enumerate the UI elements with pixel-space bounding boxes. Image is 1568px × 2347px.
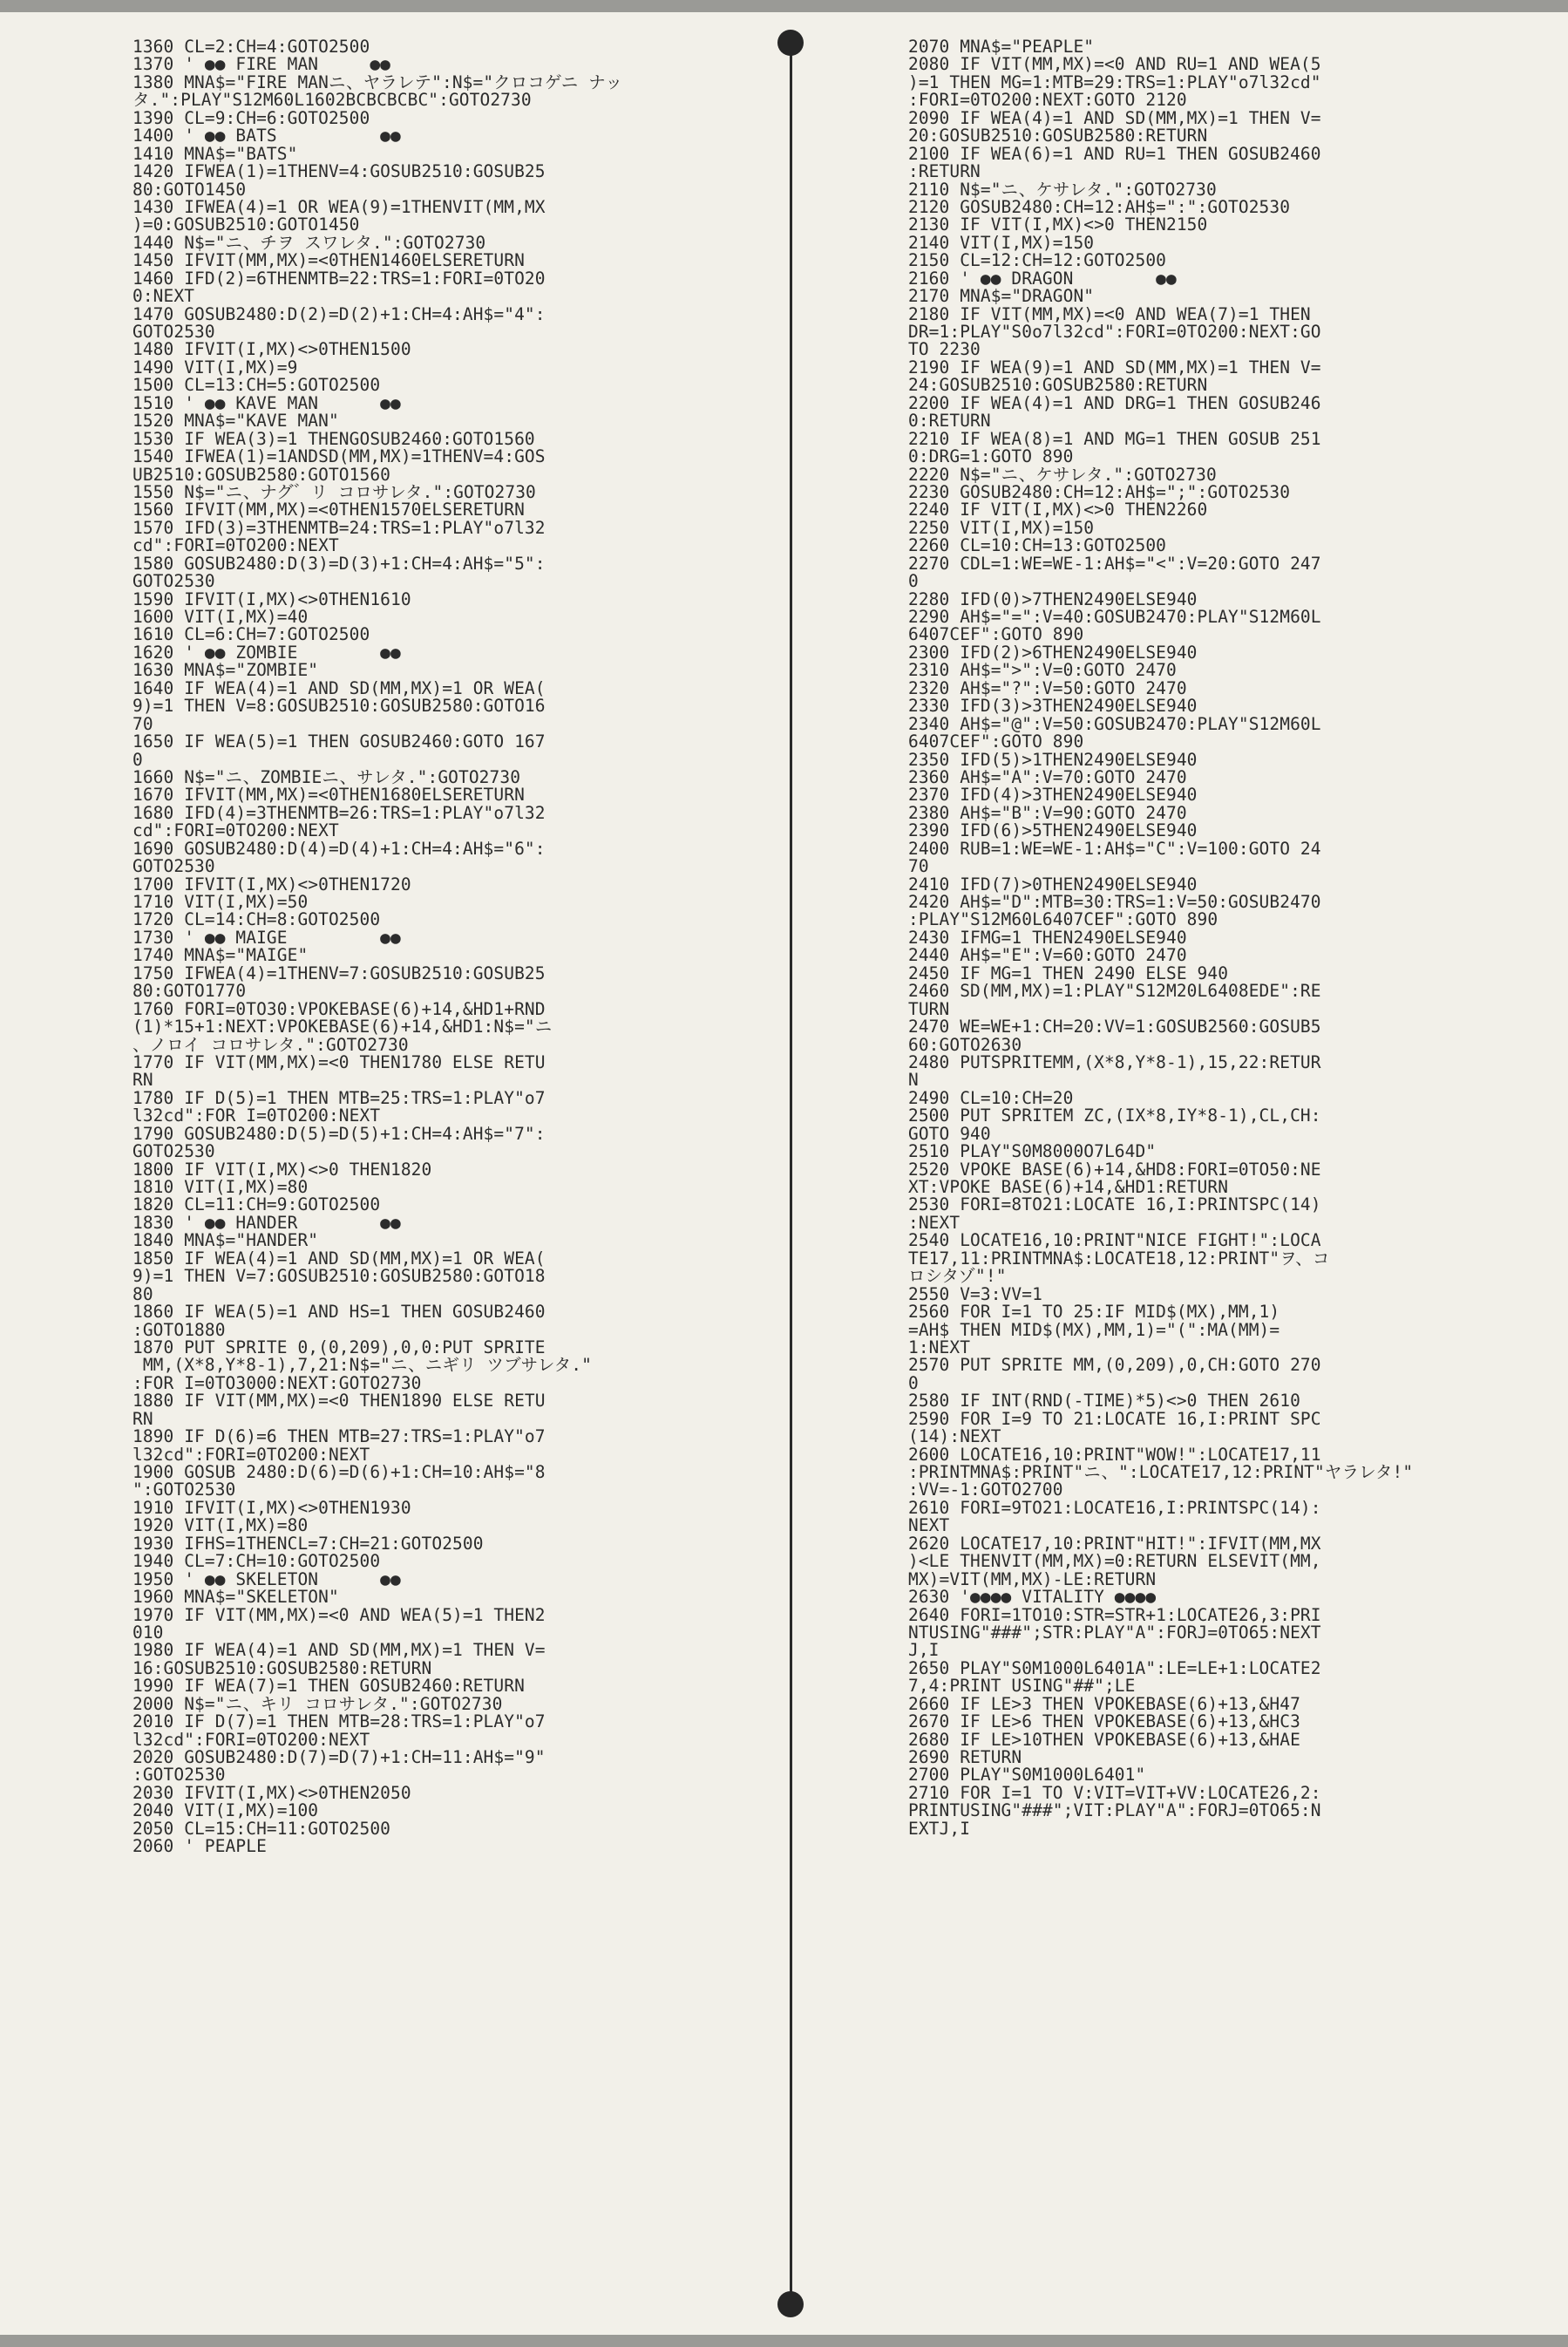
code-line: 2600 LOCATE16,10:PRINT"WOW!":LOCATE17,11: [908, 1444, 1321, 1465]
code-line: 2240 IF VIT(I,MX)<>0 THEN2260: [908, 500, 1208, 520]
code-line: 2500 PUT SPRITEM ZC,(IX*8,IY*8-1),CL,CH:: [908, 1105, 1321, 1126]
code-line: 2460 SD(MM,MX)=1:PLAY"S12M20L6408EDE":RE: [908, 981, 1321, 1002]
column-divider: [790, 35, 792, 2309]
code-line: 1380 MNA$="FIRE MANニ、ヤラレテ":N$="クロコゲニ ナッ: [132, 71, 623, 92]
code-line: 2480 PUTSPRITEMM,(X*8,Y*8-1),15,22:RETUR: [908, 1051, 1321, 1072]
code-line: 1660 N$="ニ、ZOMBIEニ、サレタ.":GOTO2730: [132, 766, 521, 787]
code-line: 2700 PLAY"S0M1000L6401": [908, 1765, 1146, 1786]
code-line: :PRINTMNA$:PRINT"ニ、":LOCATE17,12:PRINT"ヤラレタ!": [908, 1462, 1414, 1482]
code-line: 2490 CL=10:CH=20: [908, 1087, 1074, 1108]
code-line: 2420 AH$="D":MTB=30:TRS=1:V=50:GOSUB2470: [908, 892, 1321, 912]
code-line: 1470 GOSUB2480:D(2)=D(2)+1:CH=4:AH$="4":: [132, 303, 546, 324]
code-line: 2710 FOR I=1 TO V:VIT=VIT+VV:LOCATE26,2:: [908, 1782, 1321, 1803]
code-line: 2350 IFD(5)>1THEN2490ELSE940: [908, 749, 1198, 770]
code-line: 2660 IF LE>3 THEN VPOKEBASE(6)+13,&H47: [908, 1693, 1300, 1714]
code-line: )=1 THEN MG=1:MTB=29:TRS=1:PLAY"o7l32cd": [908, 71, 1321, 92]
code-line: 2280 IFD(0)>7THEN2490ELSE940: [908, 588, 1198, 609]
code-line: :VV=-1:GOTO2700: [908, 1480, 1063, 1500]
code-line: :GOTO2530: [132, 1765, 226, 1786]
code-line: ロシタゾ"!": [908, 1266, 1007, 1287]
code-line: 2030 IFVIT(I,MX)<>0THEN2050: [132, 1782, 411, 1803]
listing-left-column: [132, 38, 760, 1856]
code-line: 2630 '●●●● VITALITY ●●●●: [908, 1587, 1157, 1608]
code-line: 1450 IFVIT(MM,MX)=<0THEN1460ELSERETURN: [132, 250, 525, 271]
code-line: 1650 IF WEA(5)=1 THEN GOSUB2460:GOTO 167: [132, 731, 546, 752]
code-line: 1560 IFVIT(MM,MX)=<0THEN1570ELSERETURN: [132, 500, 525, 520]
code-line: :GOTO1880: [132, 1319, 226, 1340]
code-line: 1830 ' ●● HANDER ●●: [132, 1212, 401, 1233]
code-line: 1990 IF WEA(7)=1 THEN GOSUB2460:RETURN: [132, 1676, 525, 1697]
code-line: 2250 VIT(I,MX)=150: [908, 517, 1095, 538]
code-line: 、ノロイ コロサレタ.":GOTO2730: [132, 1034, 409, 1055]
code-line: :PLAY"S12M60L6407CEF":GOTO 890: [908, 909, 1218, 930]
code-line: :NEXT: [908, 1212, 960, 1233]
code-line: 20:GOSUB2510:GOSUB2580:RETURN: [908, 126, 1208, 146]
code-line: 1710 VIT(I,MX)=50: [132, 892, 309, 912]
code-line: 1640 IF WEA(4)=1 AND SD(MM,MX)=1 OR WEA(: [132, 677, 546, 698]
code-line: 60:GOTO2630: [908, 1034, 1022, 1055]
code-line: 2120 GOSUB2480:CH=12:AH$=":":GOTO2530: [908, 196, 1291, 217]
code-line: PRINTUSING"###";VIT:PLAY"A":FORJ=0TO65:N: [908, 1800, 1321, 1821]
code-line: 6407CEF":GOTO 890: [908, 731, 1084, 752]
code-line: 1370 ' ●● FIRE MAN ●●: [132, 54, 390, 75]
code-line: 1550 N$="ニ、ナグ゛リ コロサレタ.":GOTO2730: [132, 481, 536, 502]
code-line: 1570 IFD(3)=3THENMTB=24:TRS=1:PLAY"o7l32: [132, 517, 546, 538]
code-line: 0:RETURN: [908, 411, 991, 432]
code-line: l32cd":FOR I=0TO200:NEXT: [132, 1105, 381, 1126]
code-line: GOTO2530: [132, 1141, 215, 1162]
code-line: :FORI=0TO200:NEXT:GOTO 2120: [908, 90, 1187, 111]
code-line: 2550 V=3:VV=1: [908, 1283, 1042, 1304]
code-line: 2110 N$="ニ、ケサレタ.":GOTO2730: [908, 179, 1217, 200]
code-line: 1390 CL=9:CH=6:GOTO2500: [132, 107, 370, 128]
code-line: 2040 VIT(I,MX)=100: [132, 1800, 319, 1821]
code-line: 2290 AH$="=":V=40:GOSUB2470:PLAY"S12M60L: [908, 607, 1321, 627]
code-line: 2470 WE=WE+1:CH=20:VV=1:GOSUB2560:GOSUB5: [908, 1017, 1321, 1037]
code-line: 0:DRG=1:GOTO 890: [908, 446, 1074, 467]
code-line: 2210 IF WEA(8)=1 AND MG=1 THEN GOSUB 251: [908, 428, 1321, 449]
divider-top-dot: [777, 30, 804, 56]
code-line: 1720 CL=14:CH=8:GOTO2500: [132, 909, 381, 930]
code-line: :RETURN: [908, 161, 981, 182]
code-line: 1490 VIT(I,MX)=9: [132, 357, 298, 378]
code-line: 2510 PLAY"S0M8000O7L64D": [908, 1141, 1157, 1162]
code-line: 2640 FORI=1TO10:STR=STR+1:LOCATE26,3:PRI: [908, 1604, 1321, 1625]
code-line: )=0:GOSUB2510:GOTO1450: [132, 214, 360, 235]
code-line: 1870 PUT SPRITE 0,(0,209),0,0:PUT SPRITE: [132, 1337, 546, 1357]
code-line: 2050 CL=15:CH=11:GOTO2500: [132, 1818, 390, 1839]
code-line: 2380 AH$="B":V=90:GOTO 2470: [908, 802, 1187, 823]
code-line: MX)=VIT(MM,MX)-LE:RETURN: [908, 1568, 1157, 1589]
top-edge-band: [0, 0, 1568, 12]
code-line: 9)=1 THEN V=7:GOSUB2510:GOSUB2580:GOTO18: [132, 1266, 546, 1287]
code-line: 1700 IFVIT(I,MX)<>0THEN1720: [132, 874, 411, 895]
code-line: 1360 CL=2:CH=4:GOTO2500: [132, 37, 370, 57]
code-line: 2580 IF INT(RND(-TIME)*5)<>0 THEN 2610: [908, 1391, 1300, 1412]
code-line: 1630 MNA$="ZOMBIE": [132, 660, 319, 681]
code-line: 2220 N$="ニ、ケサレタ.":GOTO2730: [908, 464, 1217, 485]
code-line: 2130 IF VIT(I,MX)<>0 THEN2150: [908, 214, 1208, 235]
code-line: 1440 N$="ニ、チヲ スワレタ.":GOTO2730: [132, 232, 486, 253]
code-line: 1460 IFD(2)=6THENMTB=22:TRS=1:FORI=0TO20: [132, 268, 546, 289]
code-line: 1970 IF VIT(MM,MX)=<0 AND WEA(5)=1 THEN2: [132, 1604, 546, 1625]
code-line: 2410 IFD(7)>0THEN2490ELSE940: [908, 874, 1198, 895]
code-line: 1790 GOSUB2480:D(5)=D(5)+1:CH=4:AH$="7":: [132, 1123, 546, 1144]
code-line: 1430 IFWEA(4)=1 OR WEA(9)=1THENVIT(MM,MX: [132, 196, 546, 217]
code-line: 2590 FOR I=9 TO 21:LOCATE 16,I:PRINT SPC: [908, 1408, 1321, 1429]
code-line: DR=1:PLAY"S0o7l32cd":FORI=0TO200:NEXT:GO: [908, 322, 1321, 342]
code-line: 1880 IF VIT(MM,MX)=<0 THEN1890 ELSE RETU: [132, 1391, 546, 1412]
code-line: 2230 GOSUB2480:CH=12:AH$=";":GOTO2530: [908, 481, 1291, 502]
code-line: 2090 IF WEA(4)=1 AND SD(MM,MX)=1 THEN V=: [908, 107, 1321, 128]
code-line: 24:GOSUB2510:GOSUB2580:RETURN: [908, 375, 1208, 396]
code-line: 2650 PLAY"S0M1000L6401A":LE=LE+1:LOCATE2: [908, 1657, 1321, 1678]
code-line: (14):NEXT: [908, 1426, 1001, 1447]
code-line: 1840 MNA$="HANDER": [132, 1230, 319, 1251]
code-line: 16:GOSUB2510:GOSUB2580:RETURN: [132, 1657, 432, 1678]
code-line: cd":FORI=0TO200:NEXT: [132, 820, 339, 841]
code-line: EXTJ,I: [908, 1818, 971, 1839]
code-line: 2020 GOSUB2480:D(7)=D(7)+1:CH=11:AH$="9": [132, 1747, 546, 1767]
code-line: 1930 IFHS=1THENCL=7:CH=21:GOTO2500: [132, 1533, 484, 1554]
code-line: 2260 CL=10:CH=13:GOTO2500: [908, 535, 1166, 556]
code-line: 2440 AH$="E":V=60:GOTO 2470: [908, 945, 1187, 966]
listing-right-column: [908, 38, 1536, 1838]
code-line: 1960 MNA$="SKELETON": [132, 1587, 339, 1608]
code-line: XT:VPOKE BASE(6)+14,&HD1:RETURN: [908, 1177, 1229, 1197]
code-line: MM,(X*8,Y*8-1),7,21:N$="ニ、ニギリ ツブサレタ.": [132, 1355, 592, 1376]
code-line: J,I: [908, 1640, 940, 1661]
code-line: 1590 IFVIT(I,MX)<>0THEN1610: [132, 588, 411, 609]
code-line: 1690 GOSUB2480:D(4)=D(4)+1:CH=4:AH$="6":: [132, 838, 546, 859]
code-line: 0:NEXT: [132, 286, 195, 307]
code-line: 1770 IF VIT(MM,MX)=<0 THEN1780 ELSE RETU: [132, 1051, 546, 1072]
code-line: 2530 FORI=8TO21:LOCATE 16,I:PRINTSPC(14): [908, 1194, 1321, 1215]
code-line: GOTO 940: [908, 1123, 991, 1144]
code-line: 2320 AH$="?":V=50:GOTO 2470: [908, 677, 1187, 698]
code-line: 1940 CL=7:CH=10:GOTO2500: [132, 1551, 381, 1572]
code-line: l32cd":FORI=0TO200:NEXT: [132, 1729, 370, 1750]
code-line: 1860 IF WEA(5)=1 AND HS=1 THEN GOSUB2460: [132, 1302, 546, 1323]
code-line: l32cd":FORI=0TO200:NEXT: [132, 1444, 370, 1465]
code-line: 2620 LOCATE17,10:PRINT"HIT!":IFVIT(MM,MX: [908, 1533, 1321, 1554]
code-line: 1750 IFWEA(4)=1THENV=7:GOSUB2510:GOSUB25: [132, 963, 546, 983]
code-line: 2310 AH$=">":V=0:GOTO 2470: [908, 660, 1177, 681]
code-line: RN: [132, 1070, 153, 1091]
code-line: 2200 IF WEA(4)=1 AND DRG=1 THEN GOSUB246: [908, 392, 1321, 413]
code-line: 80: [132, 1283, 153, 1304]
code-line: 1510 ' ●● KAVE MAN ●●: [132, 392, 401, 413]
code-line: タ.":PLAY"S12M60L1602BCBCBCBC":GOTO2730: [132, 90, 532, 111]
code-line: NEXT: [908, 1515, 950, 1536]
code-line: 1910 IFVIT(I,MX)<>0THEN1930: [132, 1497, 411, 1518]
code-line: 1420 IFWEA(1)=1THENV=4:GOSUB2510:GOSUB25: [132, 161, 546, 182]
code-line: 1780 IF D(5)=1 THEN MTB=25:TRS=1:PLAY"o7: [132, 1087, 546, 1108]
code-line: 1820 CL=11:CH=9:GOTO2500: [132, 1194, 381, 1215]
code-line: 2370 IFD(4)>3THEN2490ELSE940: [908, 785, 1198, 806]
code-line: 2170 MNA$="DRAGON": [908, 286, 1095, 307]
code-line: 6407CEF":GOTO 890: [908, 624, 1084, 645]
code-line: 2340 AH$="@":V=50:GOSUB2470:PLAY"S12M60L: [908, 713, 1321, 734]
code-line: ":GOTO2530: [132, 1480, 236, 1500]
code-line: 1730 ' ●● MAIGE ●●: [132, 927, 401, 948]
code-line: (1)*15+1:NEXT:VPOKEBASE(6)+14,&HD1:N$="ニ: [132, 1017, 553, 1037]
code-line: 2140 VIT(I,MX)=150: [908, 232, 1095, 253]
code-line: 70: [908, 856, 929, 877]
code-line: 2680 IF LE>10THEN VPOKEBASE(6)+13,&HAE: [908, 1729, 1300, 1750]
code-line: 2690 RETURN: [908, 1747, 1022, 1767]
code-line: 1580 GOSUB2480:D(3)=D(3)+1:CH=4:AH$="5":: [132, 553, 546, 574]
code-line: 1800 IF VIT(I,MX)<>0 THEN1820: [132, 1159, 432, 1180]
code-line: 80:GOTO1450: [132, 179, 247, 200]
code-line: 2670 IF LE>6 THEN VPOKEBASE(6)+13,&HC3: [908, 1711, 1300, 1732]
code-line: TE17,11:PRINTMNA$:LOCATE18,12:PRINT"ヲ、コ: [908, 1248, 1330, 1269]
code-line: 1680 IFD(4)=3THENMTB=26:TRS=1:PLAY"o7l32: [132, 802, 546, 823]
code-line: 2520 VPOKE BASE(6)+14,&HD8:FORI=0TO50:NE: [908, 1159, 1321, 1180]
code-line: 2070 MNA$="PEAPLE": [908, 37, 1095, 57]
code-line: 1670 IFVIT(MM,MX)=<0THEN1680ELSERETURN: [132, 785, 525, 806]
code-line: 0: [908, 1372, 919, 1393]
code-line: 2270 CDL=1:WE=WE-1:AH$="<":V=20:GOTO 247: [908, 553, 1321, 574]
code-line: 2400 RUB=1:WE=WE-1:AH$="C":V=100:GOTO 24: [908, 838, 1321, 859]
code-line: 1410 MNA$="BATS": [132, 143, 298, 164]
code-line: 1760 FORI=0TO30:VPOKEBASE(6)+14,&HD1+RND: [132, 998, 546, 1019]
code-line: 1900 GOSUB 2480:D(6)=D(6)+1:CH=10:AH$="8: [132, 1462, 546, 1482]
code-line: NTUSING"###";STR:PLAY"A":FORJ=0TO65:NEXT: [908, 1622, 1321, 1643]
code-line: 2560 FOR I=1 TO 25:IF MID$(MX),MM,1): [908, 1302, 1280, 1323]
code-line: GOTO2530: [132, 856, 215, 877]
code-line: GOTO2530: [132, 571, 215, 592]
code-line: 1480 IFVIT(I,MX)<>0THEN1500: [132, 339, 411, 360]
code-line: 1810 VIT(I,MX)=80: [132, 1177, 309, 1197]
code-line: 2080 IF VIT(MM,MX)=<0 AND RU=1 AND WEA(5: [908, 54, 1321, 75]
code-line: 1620 ' ●● ZOMBIE ●●: [132, 642, 401, 663]
code-line: 2000 N$="ニ、キリ コロサレタ.":GOTO2730: [132, 1693, 503, 1714]
code-line: 0: [132, 749, 143, 770]
code-line: 2190 IF WEA(9)=1 AND SD(MM,MX)=1 THEN V=: [908, 357, 1321, 378]
code-line: 1540 IFWEA(1)=1ANDSD(MM,MX)=1THENV=4:GOS: [132, 446, 546, 467]
code-line: 2570 PUT SPRITE MM,(0,209),0,CH:GOTO 270: [908, 1355, 1321, 1376]
code-line: 2540 LOCATE16,10:PRINT"NICE FIGHT!":LOCA: [908, 1230, 1321, 1251]
code-line: 1740 MNA$="MAIGE": [132, 945, 309, 966]
code-line: 1400 ' ●● BATS ●●: [132, 126, 401, 146]
code-line: 1920 VIT(I,MX)=80: [132, 1515, 309, 1536]
code-line: 2150 CL=12:CH=12:GOTO2500: [908, 250, 1166, 271]
code-line: 010: [132, 1622, 164, 1643]
code-line: 2610 FORI=9TO21:LOCATE16,I:PRINTSPC(14):: [908, 1497, 1321, 1518]
code-line: )<LE THENVIT(MM,MX)=0:RETURN ELSEVIT(MM,: [908, 1551, 1321, 1572]
code-line: RN: [132, 1408, 153, 1429]
code-line: :FOR I=0TO3000:NEXT:GOTO2730: [132, 1372, 422, 1393]
code-line: 9)=1 THEN V=8:GOSUB2510:GOSUB2580:GOTO16: [132, 696, 546, 717]
code-line: 2180 IF VIT(MM,MX)=<0 AND WEA(7)=1 THEN: [908, 303, 1311, 324]
code-line: 1:NEXT: [908, 1337, 971, 1357]
code-line: 7,4:PRINT USING"##";LE: [908, 1676, 1136, 1697]
bottom-edge-band: [0, 2335, 1568, 2347]
code-line: 2060 ' PEAPLE: [132, 1836, 267, 1857]
code-line: TO 2230: [908, 339, 981, 360]
code-line: 70: [132, 713, 153, 734]
code-line: 1500 CL=13:CH=5:GOTO2500: [132, 375, 381, 396]
code-line: 2160 ' ●● DRAGON ●●: [908, 268, 1177, 289]
code-line: TURN: [908, 998, 950, 1019]
code-line: 2330 IFD(3)>3THEN2490ELSE940: [908, 696, 1198, 717]
code-line: cd":FORI=0TO200:NEXT: [132, 535, 339, 556]
code-line: N: [908, 1070, 919, 1091]
code-line: 1530 IF WEA(3)=1 THENGOSUB2460:GOTO1560: [132, 428, 535, 449]
code-line: 2360 AH$="A":V=70:GOTO 2470: [908, 766, 1187, 787]
code-line: 2300 IFD(2)>6THEN2490ELSE940: [908, 642, 1198, 663]
code-line: GOTO2530: [132, 322, 215, 342]
code-line: =AH$ THEN MID$(MX),MM,1)="(":MA(MM)=: [908, 1319, 1280, 1340]
code-line: 2100 IF WEA(6)=1 AND RU=1 THEN GOSUB2460: [908, 143, 1321, 164]
code-line: 2010 IF D(7)=1 THEN MTB=28:TRS=1:PLAY"o7: [132, 1711, 546, 1732]
code-line: 1610 CL=6:CH=7:GOTO2500: [132, 624, 370, 645]
code-line: 0: [908, 571, 919, 592]
divider-bottom-dot: [777, 2291, 804, 2317]
code-line: 80:GOTO1770: [132, 981, 247, 1002]
code-line: 1520 MNA$="KAVE MAN": [132, 411, 339, 432]
code-line: 1850 IF WEA(4)=1 AND SD(MM,MX)=1 OR WEA(: [132, 1248, 546, 1269]
code-line: UB2510:GOSUB2580:GOTO1560: [132, 464, 390, 485]
code-line: 2390 IFD(6)>5THEN2490ELSE940: [908, 820, 1198, 841]
code-line: 1950 ' ●● SKELETON ●●: [132, 1568, 401, 1589]
code-line: 2450 IF MG=1 THEN 2490 ELSE 940: [908, 963, 1229, 983]
code-line: 1980 IF WEA(4)=1 AND SD(MM,MX)=1 THEN V=: [132, 1640, 546, 1661]
code-line: 1890 IF D(6)=6 THEN MTB=27:TRS=1:PLAY"o7: [132, 1426, 546, 1447]
code-line: 1600 VIT(I,MX)=40: [132, 607, 309, 627]
code-line: 2430 IFMG=1 THEN2490ELSE940: [908, 927, 1187, 948]
